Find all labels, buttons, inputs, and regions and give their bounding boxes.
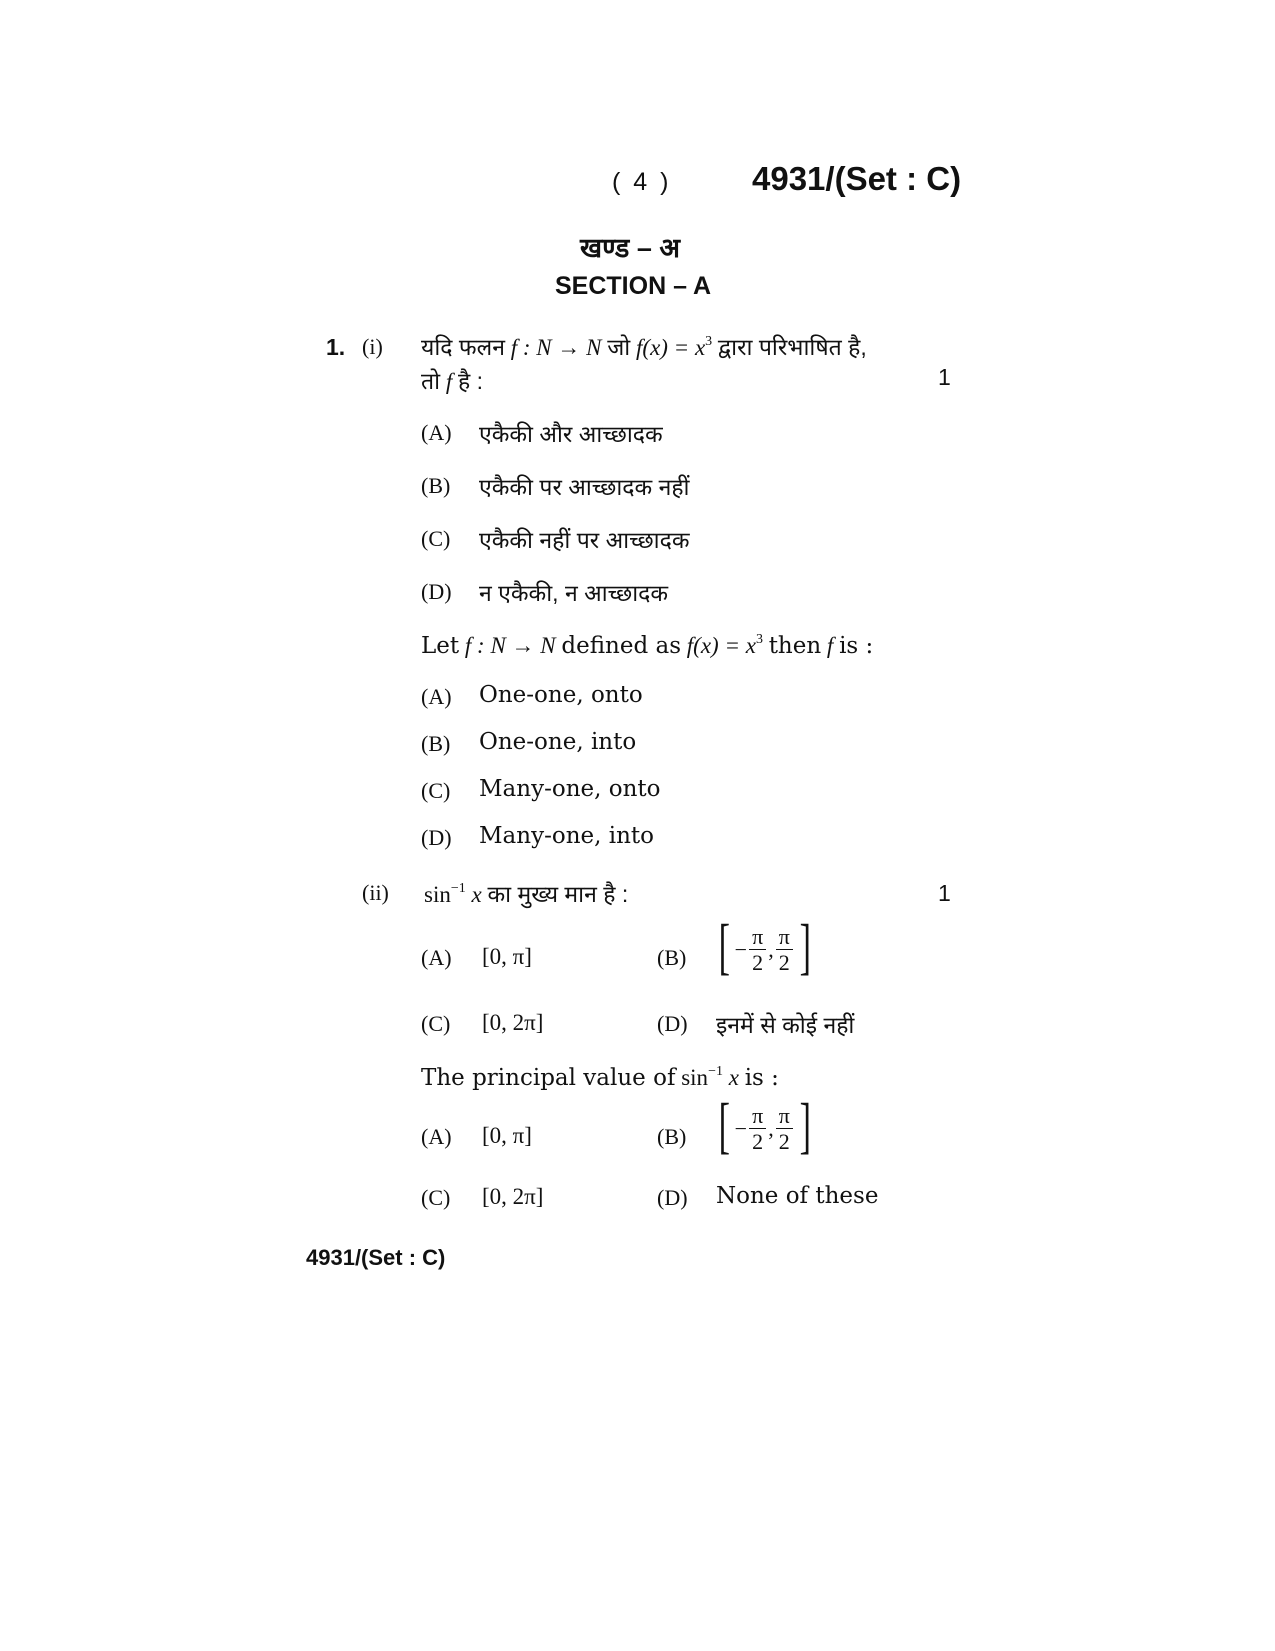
set-code-footer: 4931/(Set : C): [306, 1245, 446, 1270]
option-text: [0, 2π]: [482, 1010, 544, 1035]
option-letter: (B): [657, 945, 687, 970]
option-letter: (C): [421, 778, 451, 803]
option-text: [0, π]: [482, 1123, 532, 1148]
fraction: [776, 1104, 793, 1154]
set-code-header: 4931/(Set : C): [752, 160, 962, 197]
minus-sign: −: [734, 937, 748, 962]
option-letter: (D): [657, 1011, 688, 1036]
option-text: एकैकी पर आच्छादक नहीं: [479, 474, 690, 500]
stem-function: f(x) = x: [636, 335, 706, 360]
part-ii-stem-hindi: [424, 877, 628, 909]
stem-function: f(x) = x: [686, 633, 756, 658]
stem-exponent: 3: [755, 632, 763, 647]
stem-text: का मुख्य मान है :: [487, 881, 629, 907]
denominator: 2: [778, 949, 790, 975]
option-letter: (D): [421, 579, 452, 604]
option-text: न एकैकी, न आच्छादक: [479, 580, 669, 606]
stem-mapping: f : N → N: [510, 335, 602, 360]
option-text: None of these: [716, 1183, 879, 1209]
stem-exponent: −1: [450, 881, 466, 896]
interval-fraction: [714, 1092, 815, 1160]
denominator: 2: [752, 949, 764, 975]
stem-exponent: 3: [705, 334, 713, 349]
question-number: 1.: [326, 334, 346, 360]
option-text: एकैकी और आच्छादक: [479, 421, 663, 447]
left-bracket: [: [718, 1092, 731, 1160]
numerator: π: [749, 1104, 766, 1129]
option-text: One-one, onto: [479, 682, 643, 708]
part-i-stem-hindi-line2: [421, 364, 483, 396]
numerator: π: [776, 925, 793, 950]
minus-sign: −: [734, 1116, 748, 1141]
right-bracket: ]: [799, 913, 811, 981]
stem-text: The principal value of: [421, 1065, 676, 1091]
stem-variable: x: [471, 882, 482, 907]
stem-text: द्वारा परिभाषित है,: [717, 334, 867, 360]
stem-text: is :: [744, 1065, 779, 1091]
option-letter: (A): [421, 684, 452, 709]
comma: ,: [768, 1116, 774, 1141]
part-i-marks: 1: [938, 364, 951, 390]
option-letter: (A): [421, 945, 452, 970]
option-letter: (B): [421, 473, 451, 498]
left-bracket: [: [718, 913, 731, 981]
stem-text: is :: [839, 633, 874, 659]
stem-text: जो: [607, 334, 631, 360]
fraction: [749, 1104, 766, 1154]
stem-function-name: sin: [424, 882, 451, 907]
option-text: इनमें से कोई नहीं: [716, 1012, 855, 1038]
part-ii-marks: 1: [938, 880, 951, 906]
stem-f: f: [445, 369, 453, 394]
part-i-stem-english: [421, 633, 873, 659]
option-letter: (A): [421, 420, 452, 445]
option-text: Many-one, into: [479, 823, 654, 849]
option-letter: (C): [421, 526, 451, 551]
part-ii-stem-english: [421, 1065, 779, 1091]
stem-text: then: [768, 633, 822, 659]
numerator: π: [776, 1104, 793, 1129]
right-bracket: ]: [799, 1092, 811, 1160]
denominator: 2: [752, 1128, 764, 1154]
fraction: [749, 925, 766, 975]
stem-mapping: f : N → N: [464, 633, 556, 658]
stem-f: f: [826, 633, 834, 658]
option-letter: (C): [421, 1011, 451, 1036]
option-letter: (D): [421, 825, 452, 850]
interval-fraction: [714, 913, 815, 981]
section-title-english: SECTION – A: [555, 272, 712, 300]
stem-function-name: sin: [681, 1065, 709, 1090]
stem-text: तो: [421, 368, 441, 394]
page-number: ( 4 ): [612, 168, 672, 196]
option-text: एकैकी नहीं पर आच्छादक: [479, 527, 690, 553]
part-i-stem-hindi-line1: [421, 330, 867, 362]
option-text: [0, 2π]: [482, 1184, 544, 1209]
option-letter: (C): [421, 1185, 451, 1210]
option-letter: (B): [657, 1124, 687, 1149]
option-text: One-one, into: [479, 729, 637, 755]
option-text: Many-one, onto: [479, 776, 661, 802]
comma: ,: [768, 937, 774, 962]
option-letter: (D): [657, 1185, 688, 1210]
section-title-hindi: खण्ड – अ: [580, 233, 681, 263]
option-letter: (A): [421, 1124, 452, 1149]
part-ii-label: (ii): [362, 880, 389, 905]
stem-exponent: −1: [708, 1064, 723, 1079]
option-letter: (B): [421, 731, 451, 756]
stem-variable: x: [728, 1065, 739, 1090]
stem-text: Let: [421, 633, 460, 659]
denominator: 2: [778, 1128, 790, 1154]
stem-text: defined as: [561, 633, 682, 659]
stem-text: यदि फलन: [421, 334, 505, 360]
part-i-label: (i): [362, 334, 383, 359]
stem-text: है :: [457, 368, 483, 394]
numerator: π: [749, 925, 766, 950]
fraction: [776, 925, 793, 975]
option-text: [0, π]: [482, 944, 532, 969]
